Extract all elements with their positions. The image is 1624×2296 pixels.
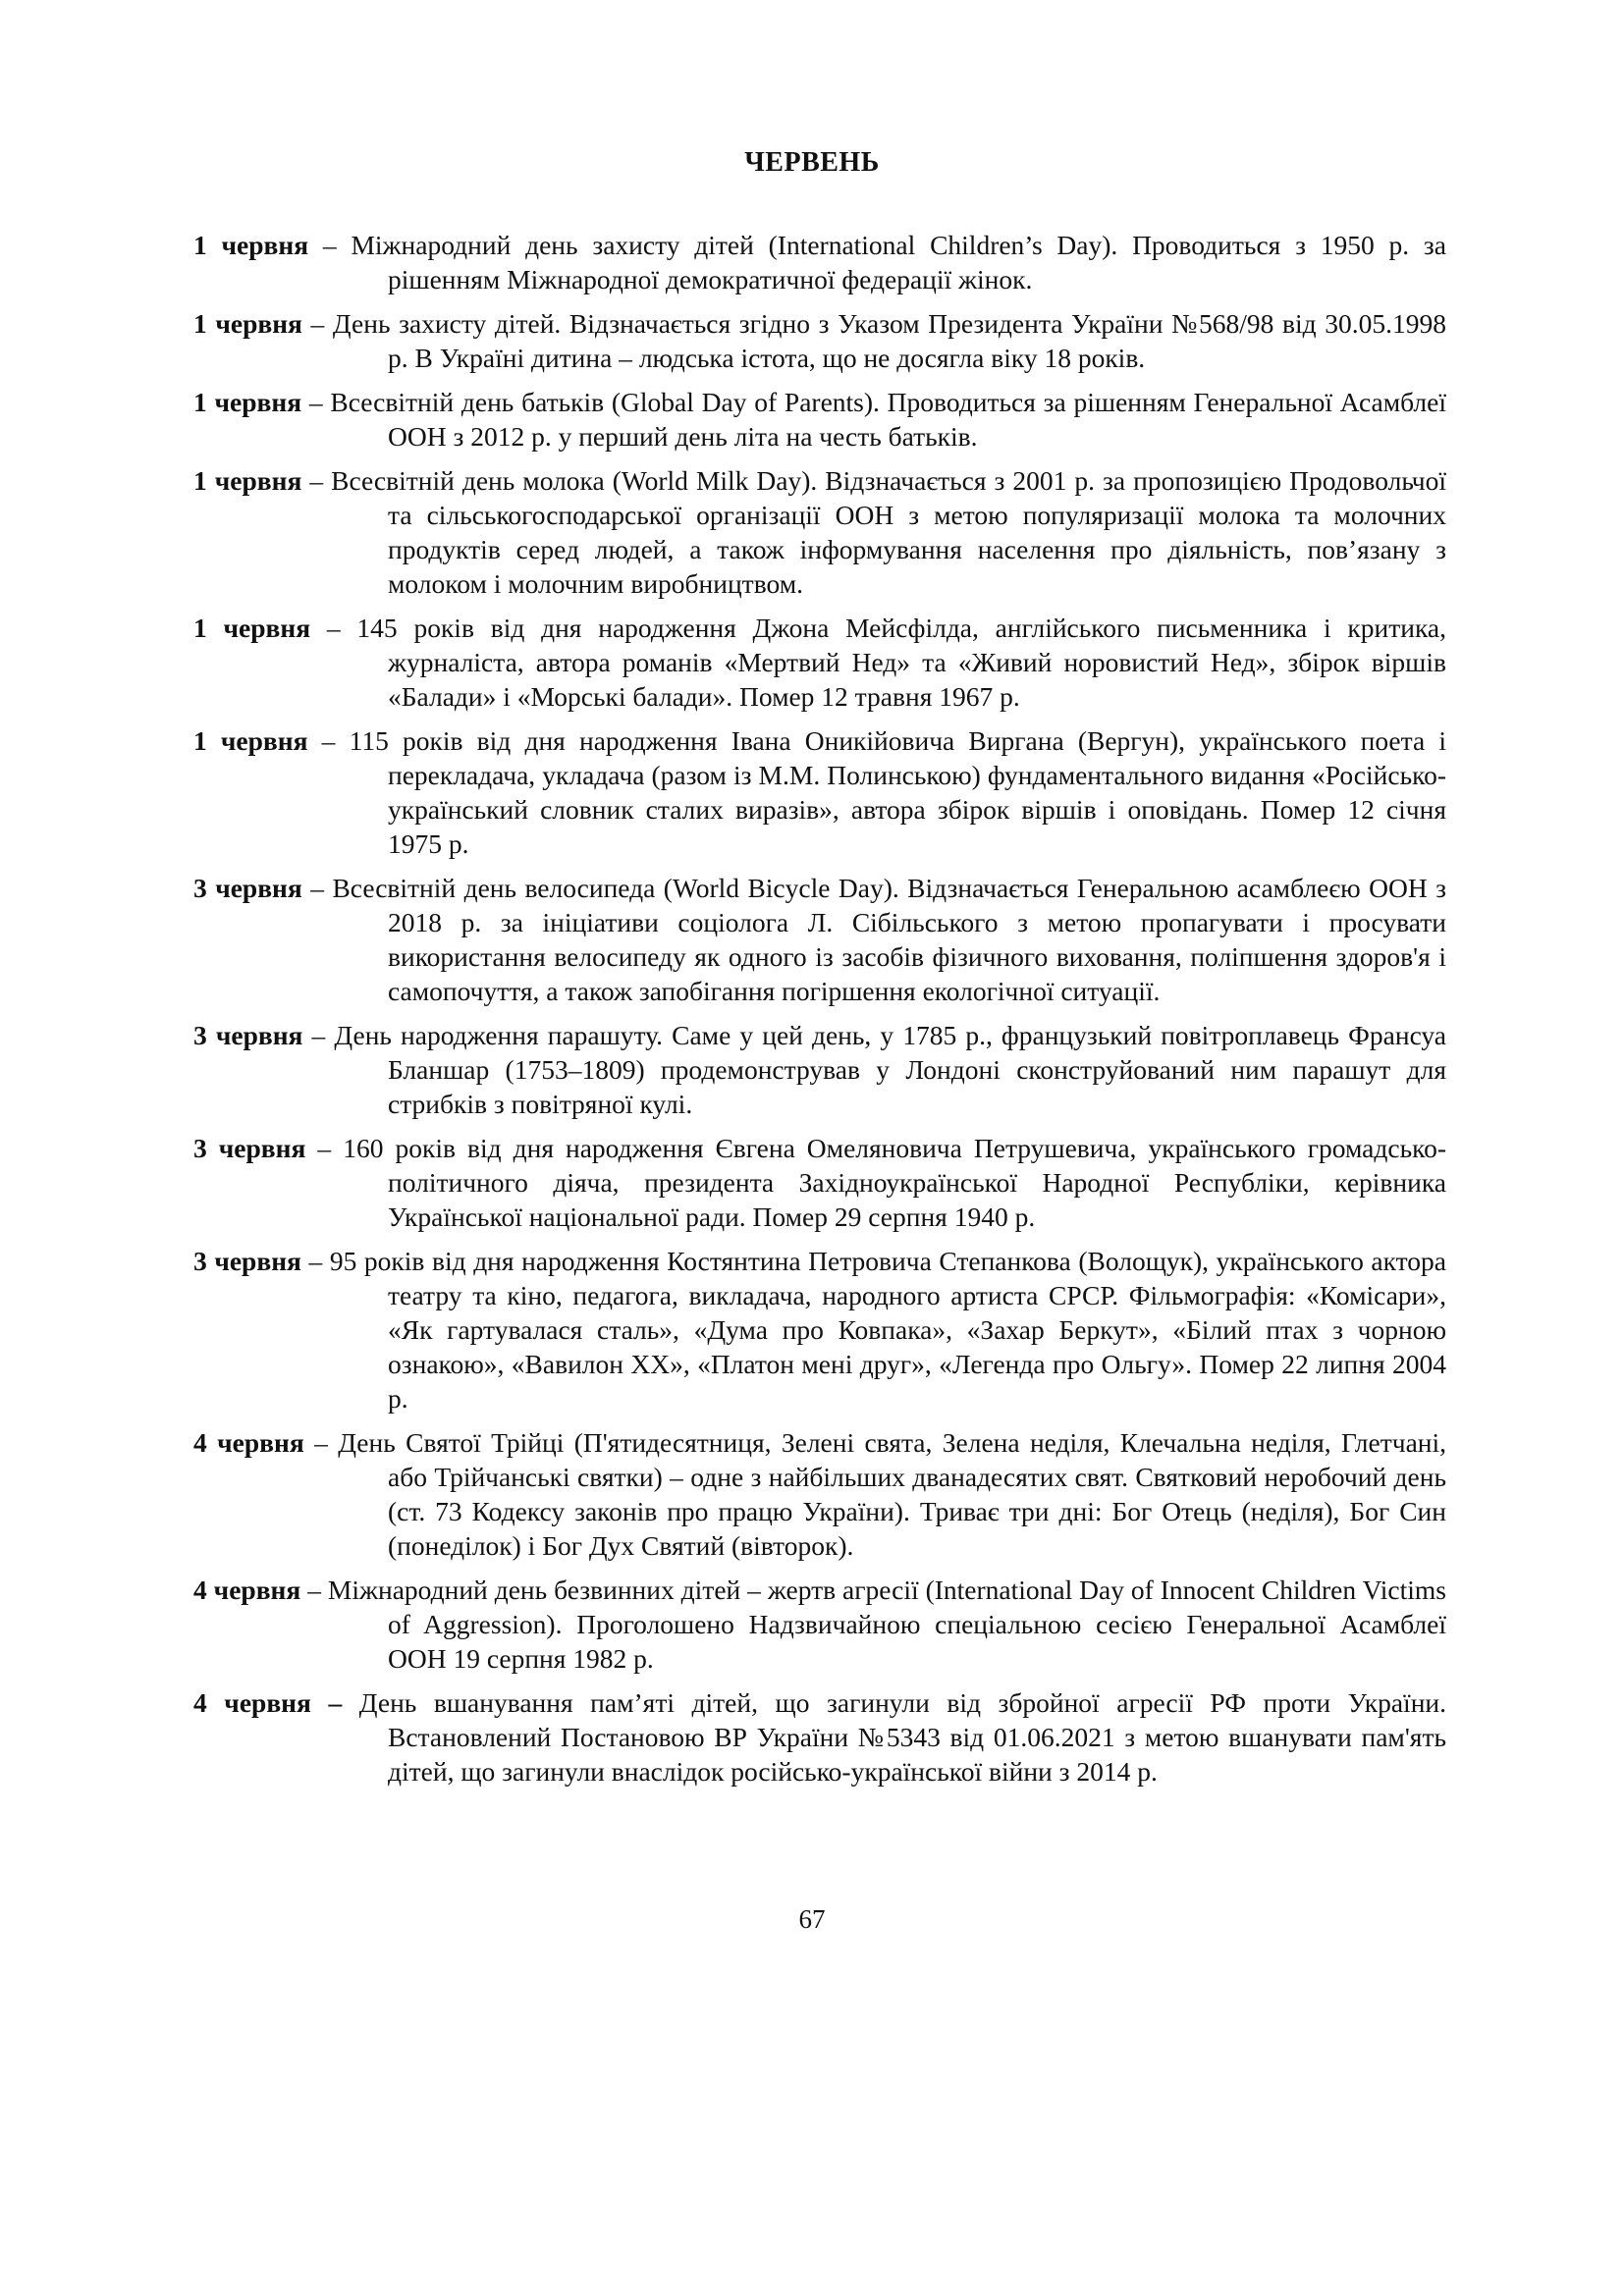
list-item bbox=[193, 1018, 1446, 1121]
entry-date: 4 червня bbox=[193, 1575, 301, 1605]
list-item bbox=[193, 723, 1446, 861]
entry-date: 1 червня bbox=[193, 387, 302, 417]
entry-text: День Святої Трійці (П'ятидесятниця, Зелені свята, Зелена неділя, Клечальна неділя, Глетчані, або Трійчанські святки) – одне з найбільших дванадесятих свят. Святковий неробочий день (ст. 73 Кодексу законів про працю України). Триває три дні: Бог Отець (неділя), Бог Син (понеділок) і Бог Дух Святий (вівторок). bbox=[338, 1427, 1447, 1561]
entry-text: 145 років від дня народження Джона Мейсфілда, англійського письменника і критика, журналіста, автора романів «Мертвий Нед» та «Живий норовистий Нед», збірок віршів «Балади» і «Морські балади». Помер 12 травня 1967 р. bbox=[356, 613, 1446, 712]
entry-separator: – bbox=[305, 1133, 344, 1163]
entry-separator: – bbox=[301, 873, 333, 903]
entry-text: 160 років від дня народження Євгена Омеляновича Петрушевича, українського громадсько-політичного діяча, президента Західноукраїнської Народної Республіки, керівника Української національної ради. Помер 29 серпня 1940 р. bbox=[343, 1133, 1446, 1232]
list-item bbox=[193, 1573, 1446, 1676]
entry-date: 1 червня bbox=[193, 725, 308, 756]
list-item bbox=[193, 228, 1446, 296]
list-item bbox=[193, 1244, 1446, 1415]
entry-date: 1 червня bbox=[193, 230, 309, 260]
entry-date: 3 червня bbox=[193, 1020, 303, 1050]
list-item bbox=[193, 306, 1446, 375]
entry-separator bbox=[342, 1687, 359, 1718]
entry-date: 3 червня bbox=[193, 1246, 301, 1276]
entry-date: 4 червня – bbox=[193, 1687, 343, 1718]
list-item bbox=[193, 463, 1446, 601]
entry-separator: – bbox=[300, 1575, 328, 1605]
list-item bbox=[193, 1131, 1446, 1234]
entry-separator: – bbox=[310, 613, 357, 643]
entry-text: Міжнародний день захисту дітей (International Children’s Day). Проводиться з 1950 р. за рішенням Міжнародної демократичної федерації жінок. bbox=[351, 230, 1446, 294]
entry-separator: – bbox=[308, 230, 352, 260]
entry-date: 4 червня bbox=[193, 1427, 304, 1458]
entry-date: 3 червня bbox=[193, 873, 302, 903]
entry-text: 115 років від дня народження Івана Оникійовича Виргана (Вергун), українського поета і перекладача, укладача (разом із М.М. Полинською) фундаментального видання «Російсько-український словник сталих виразів», автора збірок віршів і оповідань. Помер 12 січня 1975 р. bbox=[349, 725, 1446, 859]
list-item bbox=[193, 611, 1446, 714]
entry-text: День вшанування пам’яті дітей, що загинули від збройної агресії РФ проти України. Встановлений Постановою ВР України №5343 від 01.06.2021 з метою вшанувати пам'ять дітей, що загинули внаслідок російсько-української війни з 2014 р. bbox=[358, 1687, 1446, 1787]
list-item bbox=[193, 1425, 1446, 1563]
entry-separator: – bbox=[301, 387, 331, 417]
entry-text: Всесвітній день батьків (Global Day of Parents). Проводиться за рішенням Генеральної Асамблеї ООН з 2012 р. у перший день літа на честь батьків. bbox=[330, 387, 1447, 452]
list-item bbox=[193, 871, 1446, 1008]
entry-text: День народження парашуту. Саме у цей день, у 1785 р., французький повітроплавець Франсуа Бланшар (1753–1809) продемонстрував у Лондоні сконструйований ним парашут для стрибків з повітряної кулі. bbox=[334, 1020, 1447, 1119]
entry-date: 3 червня bbox=[193, 1133, 306, 1163]
entry-separator: – bbox=[307, 725, 350, 756]
entry-date: 1 червня bbox=[193, 308, 302, 339]
entry-separator: – bbox=[302, 1020, 335, 1050]
entry-text: Всесвітній день велосипеда (World Bicycle Day). Відзначається Генеральною асамблеєю ООН з 2018 р. за ініціативи соціолога Л. Сібільського з метою пропагувати і просувати використання велосипеду як одного із засобів фізичного виховання, поліпшення здоров'я і самопочуття, а також запобігання погіршення екологічної ситуації. bbox=[332, 873, 1446, 1006]
entry-separator: – bbox=[301, 465, 332, 496]
entry-separator: – bbox=[300, 1246, 330, 1276]
entry-date: 1 червня bbox=[193, 465, 302, 496]
list-item bbox=[193, 1685, 1446, 1789]
entry-text: Міжнародний день безвинних дітей – жертв агресії (International Day of Innocent Children Victims of Aggression). Проголошено Надзвичайною спеціальною сесією Генеральної Асамблеї ООН 19 серпня 1982 р. bbox=[327, 1575, 1446, 1674]
page-number: 67 bbox=[798, 1904, 826, 1934]
entry-text: День захисту дітей. Відзначається згідно з Указом Президента України №568/98 від 30.05.1998 р. В Україні дитина – людська істота, що не досягла віку 18 років. bbox=[332, 308, 1447, 373]
entry-text: 95 років від дня народження Костянтина Петровича Степанкова (Волощук), українського актора театру та кіно, педагога, викладача, народного артиста СРСР. Фільмографія: «Комісари», «Як гартувалася сталь», «Дума про Ковпака», «Захар Беркут», «Білий птах з чорною ознакою», «Вавилон ХХ», «Платон мені друг», «Легенда про Ольгу». Помер 22 липня 2004 р. bbox=[329, 1246, 1446, 1414]
entry-separator: – bbox=[303, 1427, 339, 1458]
entry-separator: – bbox=[301, 308, 333, 339]
entry-date: 1 червня bbox=[193, 613, 311, 643]
entry-text: Всесвітній день молока (World Milk Day). Відзначається з 2001 р. за пропозицією Продовольчої та сільськогосподарської організації ООН з метою популяризації молока та молочних продуктів серед людей, а також інформування населення про діяльність, пов’язану з молоком і молочним виробництвом. bbox=[331, 465, 1447, 599]
calendar-entries bbox=[193, 228, 1446, 1798]
list-item bbox=[193, 385, 1446, 454]
page-title: ЧЕРВЕНЬ bbox=[744, 147, 880, 178]
